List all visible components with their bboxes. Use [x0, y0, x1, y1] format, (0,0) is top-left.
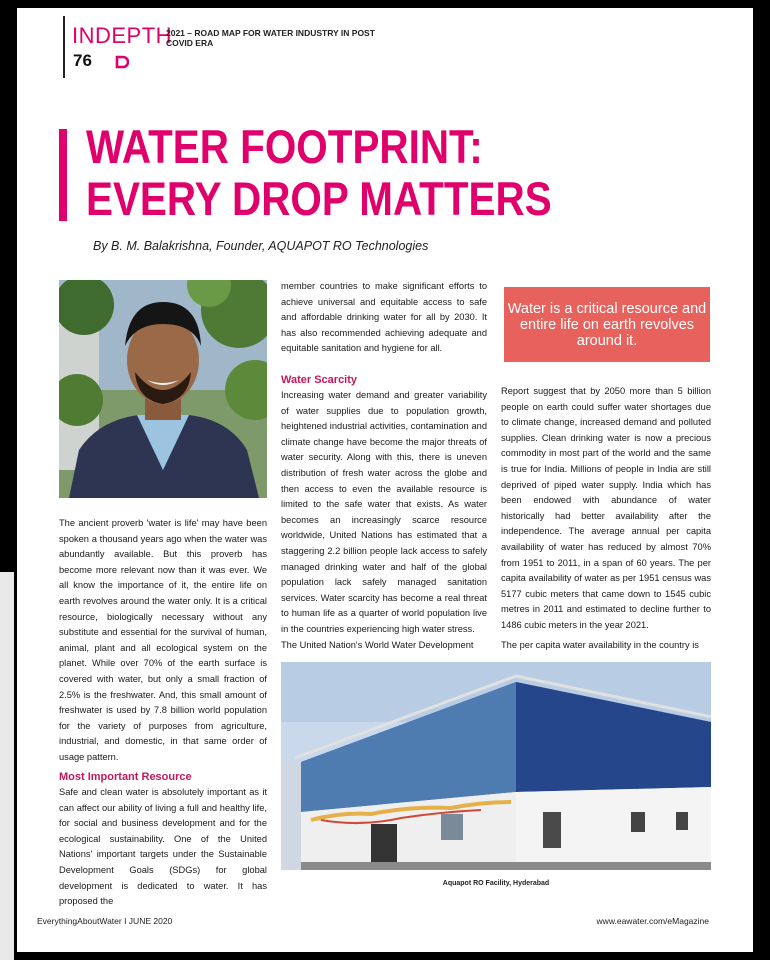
magazine-page — [17, 8, 753, 952]
resource-paragraph: Safe and clean water is absolutely important as it can affect our ability of living a full and healthy life, for social and business development and for the ecological sustainability. One of the United Nations' important targets under the Sustainable Development Goals (SDGs) for global development is dedicated to water. It has proposed the — [59, 787, 267, 907]
sdg-paragraph: member countries to make significant efforts to achieve universal and equitable access to safe and affordable drinking water for all by 2030. It has also recommended achieving adequate and equitable sanitation and hygiene for all. — [281, 281, 487, 354]
title-line-1: WATER FOOTPRINT: — [86, 120, 483, 173]
image-caption: Aquapot RO Facility, Hyderabad — [442, 880, 550, 887]
header-subtitle: 2021 – ROAD MAP FOR WATER INDUSTRY IN POST COVID ERA — [166, 28, 375, 48]
intro-paragraph: The ancient proverb 'water is life' may have been spoken a thousand years ago when the water was abundantly available. But this proverb has become more relevant now than it was ever. We all know the importance of it, the entire life on earth revolves around the water only. It is a critical resource, biologically necessary without any substitute and essential for the survival of human, animal, plant and all ecological system on the planet. While over 70% of the earth surface is covered with water, but only a small fraction of 2.5% is the freshwater. And, this small amount of freshwater is used by 7.8 billion world population for the variety of purposes from agriculture, industrial, and domestic, in that same order of usage pattern. — [59, 518, 267, 762]
column-3-bottom-line — [501, 638, 711, 654]
title-accent-bar — [59, 129, 67, 221]
column-3 — [501, 384, 711, 634]
column-2-bottom-line — [281, 638, 487, 654]
section-label: INDEPTH — [72, 23, 173, 48]
footer-url[interactable]: www.eawater.com/eMagazine — [596, 916, 709, 926]
column-2 — [281, 279, 487, 637]
scarcity-paragraph: Increasing water demand and greater variability of water supplies due to population growth, heightened industrial activities, contamination and climate change have become the major threats of water security. Along with this, there is uneven distribution of fresh water across the globe and then access to even the available resource is limited to the safe water that exists. As water becomes an increasingly scarce resource worldwide, United Nations has estimated that a staggering 2.2 billion people lack access to safely managed drinking water and half of the global population lack safely managed sanitation services. Water scarcity has become a real threat to human life as a quarter of world population live in the countries experiencing high water stress. — [281, 389, 487, 634]
column-1-intro — [59, 516, 267, 766]
per-capita-line: The per capita water availability in the country is — [501, 640, 699, 650]
facility-photo — [281, 662, 711, 870]
subhead-water-scarcity: Water Scarcity — [281, 373, 358, 386]
byline: By B. M. Balakrishna, Founder, AQUAPOT RO Technologies — [93, 239, 429, 253]
header-rule — [63, 16, 65, 78]
viewer-edge — [0, 572, 14, 960]
pull-quote-text: Water is a critical resource and entire life on earth revolves around it. — [507, 300, 707, 349]
author-photo — [59, 280, 267, 498]
report-paragraph: Report suggest that by 2050 more than 5 billion people on earth could suffer water shortages due to climate change, increased demand and polluted supplies. Clean drinking water is now a precious commodity in most part of the world and the same is true for India. Millions of people in India are still deprived of piped water supply. India which has been endowed with abundance of water historically had better availability after the independence. The average annual per capita availability of water has reduced by almost 70% from 1951 to 2011, in a span of 60 years. The per capita availability of water as per 1951 census was 5177 cubic meters that came down to 1545 cubic metres in 2011 and estimated to decline further to 1486 cubic meters in the year 2021. — [501, 386, 711, 630]
un-report-line: The United Nation's World Water Development — [281, 640, 474, 650]
article-title — [86, 121, 552, 225]
page-number: 76 — [73, 51, 92, 70]
subhead-most-important-resource: Most Important Resource — [59, 771, 192, 783]
pull-quote — [504, 287, 710, 362]
magazine-logo-icon — [115, 55, 129, 69]
title-line-2: EVERY DROP MATTERS — [86, 172, 552, 225]
column-1-continued — [59, 769, 267, 910]
footer-publication: EverythingAboutWater I JUNE 2020 — [37, 916, 173, 926]
